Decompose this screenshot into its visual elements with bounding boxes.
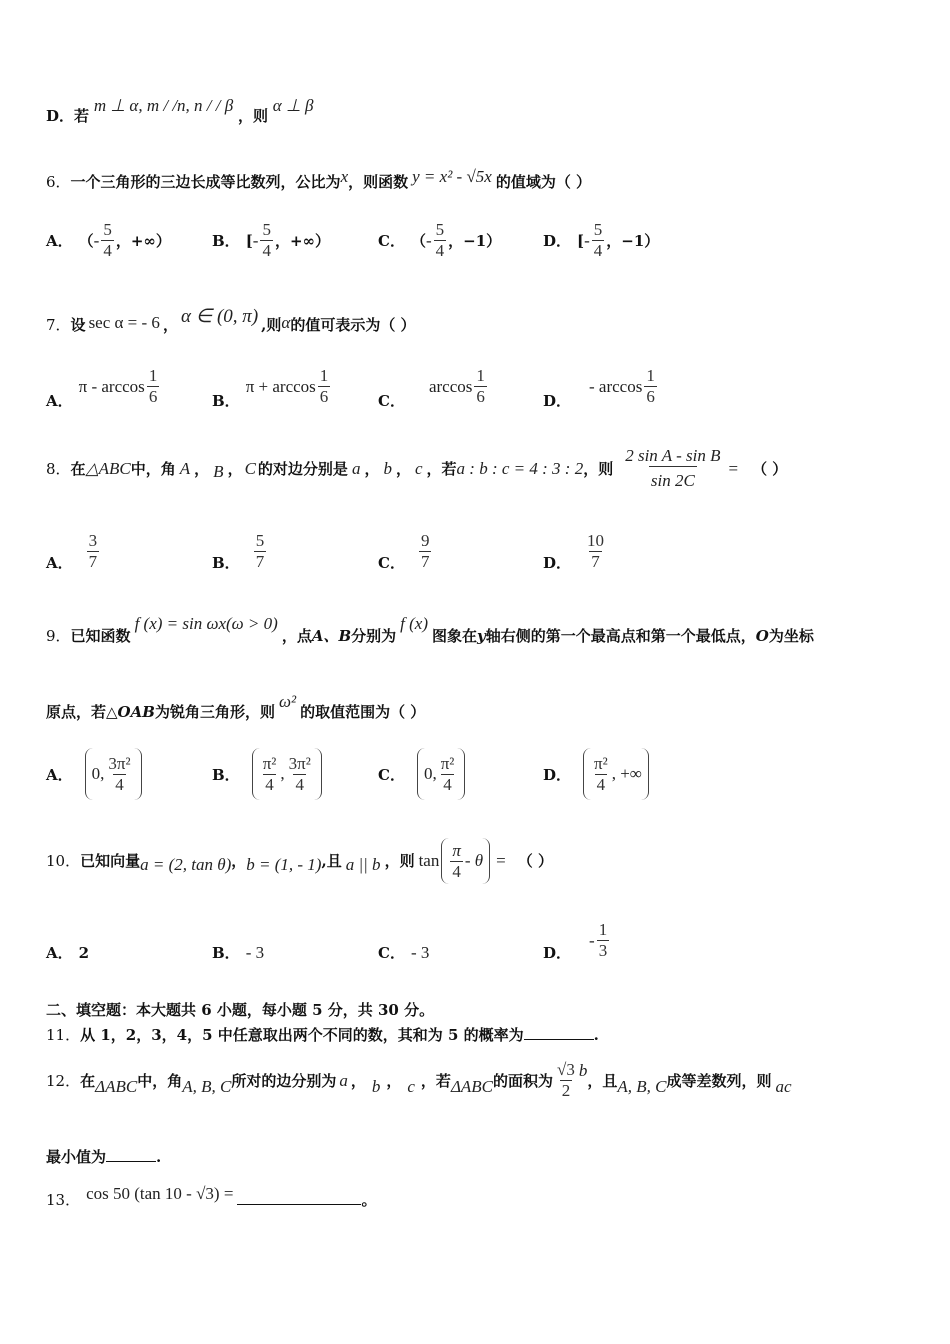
denominator: sin 2C (649, 466, 697, 491)
option-label: D． (543, 944, 572, 962)
option-label: A． (46, 944, 73, 962)
text: 成等差数列，则 (666, 1071, 772, 1090)
text: ， (227, 459, 243, 478)
math-expr: ac (775, 1076, 792, 1096)
math-expr: a = (2, tan θ) (140, 855, 232, 874)
math-var: α (281, 313, 291, 332)
math-var: C (244, 458, 256, 478)
denominator: 6 (646, 387, 655, 406)
text: 的面积为 (493, 1071, 554, 1090)
denominator: 4 (443, 774, 452, 794)
tan-argument (441, 838, 490, 884)
math-expr: ω² (278, 692, 297, 711)
text: . (156, 1148, 162, 1166)
text: 的取值范围为（ ） (300, 703, 426, 721)
text: [ (245, 231, 253, 250)
text: 已知函数 (70, 627, 131, 645)
math-var: A (179, 458, 191, 478)
text: O (755, 627, 769, 645)
q7-option-b[interactable] (212, 362, 332, 411)
option-label: C． (378, 554, 405, 572)
fraction (439, 754, 457, 795)
answer-blank[interactable] (106, 1161, 156, 1162)
numerator: 1 (148, 366, 158, 385)
fraction (147, 366, 160, 407)
option-label: D． (46, 107, 75, 125)
equals: = (728, 458, 739, 478)
answer-blank[interactable] (237, 1204, 361, 1205)
question-number: 13． (46, 1191, 81, 1209)
text: , +∞ (611, 764, 642, 783)
option-label: C． (378, 765, 405, 784)
q9-option-c[interactable] (378, 748, 465, 800)
option-label: A． (46, 554, 73, 572)
q7-option-d[interactable] (543, 362, 659, 411)
text: ，−1） (606, 232, 660, 250)
option-value: - 3 (410, 942, 430, 962)
text: 中，角 (137, 1071, 183, 1090)
text: 的值可表示为（ ） (290, 316, 416, 334)
denominator: 7 (420, 552, 430, 571)
fraction (101, 220, 114, 261)
math-expr: α ∈ (0, π) (180, 306, 259, 327)
math-expr: π + arccos (245, 376, 316, 396)
interval (252, 748, 322, 800)
denominator: 2 (561, 1081, 571, 1100)
text: 在 (70, 459, 86, 478)
text: A、B (311, 627, 352, 645)
text: ， (194, 459, 210, 478)
equals: = (496, 851, 506, 870)
text: ，+∞） (115, 232, 171, 250)
text: ,且 (321, 852, 342, 870)
denominator: 4 (596, 774, 606, 794)
q10-option-d[interactable] (543, 918, 611, 963)
text: 一个三角形的三边长成等比数列，公比为 (70, 173, 341, 191)
math-var: c (414, 458, 423, 478)
numerator: 1 (476, 366, 485, 385)
interval (417, 748, 465, 800)
fraction (474, 366, 487, 407)
q8-option-d[interactable] (543, 530, 608, 573)
sign: - (584, 230, 590, 250)
numerator: π² (262, 753, 277, 773)
question-8 (46, 446, 787, 491)
denominator: 6 (319, 387, 329, 406)
fraction (318, 366, 331, 407)
text: 图象在 (432, 627, 478, 645)
math-var: c (407, 1076, 415, 1096)
section-title: 二、填空题：本大题共 6 小题，每小题 5 分，共 30 分。 (46, 1001, 435, 1019)
question-9-line-1 (46, 614, 814, 646)
numerator: 5 (435, 220, 445, 239)
option-label: C． (378, 944, 405, 962)
fraction (287, 754, 313, 795)
option-label: A． (46, 765, 73, 784)
fraction (644, 366, 657, 407)
q9-option-a[interactable] (46, 748, 142, 800)
denominator: 6 (476, 387, 485, 406)
numerator: 3 (88, 531, 98, 550)
text: ，且 (587, 1071, 618, 1090)
fraction (555, 1060, 577, 1101)
text: 0, (423, 764, 437, 783)
math-expr: b = (1, - 1) (246, 855, 322, 874)
option-label: A． (46, 232, 73, 250)
math-var: x (340, 167, 349, 186)
text: 中，角 (130, 459, 176, 478)
math-var: a (351, 458, 361, 478)
question-7 (46, 306, 416, 335)
denominator: 4 (103, 241, 112, 260)
numerator: 2 sin A - sin B (625, 446, 721, 465)
text: 的值域为（ ） (495, 173, 592, 191)
text: 的对边分别是 (257, 459, 348, 478)
option-label: B． (212, 554, 240, 572)
fraction (434, 220, 447, 261)
q9-option-b[interactable] (212, 748, 322, 800)
text: y (477, 627, 486, 645)
numerator: 9 (420, 531, 430, 550)
denominator: 6 (148, 387, 158, 406)
q6-option-d[interactable] (543, 220, 659, 261)
q7-option-a[interactable] (46, 362, 161, 411)
numerator: π (452, 840, 461, 860)
text: 设 (70, 316, 86, 334)
text: , (280, 764, 285, 783)
text: （ (78, 232, 94, 250)
text: （ (410, 232, 426, 250)
numerator: 1 (646, 366, 655, 385)
numerator: 5 (255, 531, 265, 550)
text: ，则 (583, 459, 614, 478)
option-label: D． (543, 765, 572, 784)
option-value: - 3 (245, 942, 265, 962)
math-expr: y = x² - √5x (412, 167, 492, 186)
math-var: b (578, 1060, 588, 1080)
question-6 (46, 167, 592, 192)
fraction (585, 531, 606, 572)
text: 为坐标 (768, 627, 814, 645)
math-var: a (339, 1070, 348, 1090)
q10-option-b[interactable] (212, 942, 264, 963)
fraction (623, 446, 722, 491)
option-label: B． (212, 392, 240, 410)
option-label: D． (543, 392, 572, 410)
text: 在 (80, 1071, 96, 1090)
text: 若 (74, 107, 90, 125)
question-12-line-1 (46, 1060, 792, 1101)
option-label: B． (212, 944, 240, 962)
question-10 (46, 838, 553, 884)
option-label: D． (543, 554, 572, 572)
math-expr: - θ (464, 851, 484, 870)
numerator: 1 (598, 920, 608, 939)
sign: - (252, 230, 259, 250)
text: OAB (117, 703, 155, 721)
math-expr: π - arccos (78, 376, 145, 396)
sign: - (93, 230, 100, 250)
denominator: 7 (255, 552, 265, 571)
text: ，点 (281, 627, 312, 645)
math-expr: m ⊥ α, m / /n, n / / β (93, 96, 234, 115)
math-expr: cos 50 (tan 10 - √3) = (86, 1184, 234, 1203)
text: ， (395, 459, 411, 478)
denominator: 4 (452, 861, 461, 881)
question-11 (46, 1025, 599, 1045)
sign: - (589, 930, 595, 950)
fraction (261, 754, 279, 795)
question-number: 8． (46, 459, 71, 478)
question-number: 12． (46, 1071, 81, 1090)
text: ， (162, 316, 178, 334)
option-label: A． (46, 392, 73, 410)
text: ，若 (420, 1071, 451, 1090)
sign: - (425, 230, 432, 250)
text: ， (231, 852, 247, 870)
math-expr: A, B, C (182, 1076, 232, 1096)
question-number: 11． (46, 1026, 81, 1044)
fraction (450, 841, 463, 882)
text: 。 (361, 1191, 377, 1209)
text: （ ） (517, 852, 553, 870)
math-expr: a : b : c = 4 : 3 : 2 (456, 458, 584, 478)
q10-option-a[interactable] (46, 942, 89, 963)
math-func: tan (418, 851, 440, 870)
text: ，则函数 (348, 173, 409, 191)
text: ，−1） (448, 232, 502, 250)
text: 从 1，2，3，4，5 中任意取出两个不同的数，其和为 5 的概率为 (80, 1026, 524, 1044)
numerator: 5 (103, 220, 112, 239)
q9-option-d[interactable] (543, 748, 649, 800)
q7-option-c[interactable] (378, 362, 489, 411)
math-var: B (213, 461, 224, 481)
denominator: 4 (435, 241, 445, 260)
text: ， (350, 1071, 366, 1090)
math-expr: △ABC (85, 458, 131, 478)
text: ，则 (238, 107, 269, 125)
math-var: b (371, 1076, 381, 1096)
q6-option-a[interactable] (46, 220, 171, 261)
option-label: D． (543, 232, 572, 250)
option-label: B． (212, 232, 240, 250)
denominator: 4 (295, 774, 304, 794)
denominator: 4 (593, 241, 603, 260)
math-var: b (383, 458, 392, 478)
question-number: 6． (46, 173, 71, 191)
text: ，则 (384, 852, 415, 870)
math-expr: - arccos (589, 376, 643, 396)
math-expr: α ⊥ β (272, 96, 314, 115)
option-value: 2 (78, 943, 90, 962)
text: 轴右侧的第一个最高点和第一个最低点， (485, 627, 756, 645)
math-expr: A, B, C (617, 1076, 667, 1096)
math-expr: f (x) (400, 614, 429, 633)
denominator: 7 (88, 552, 98, 571)
question-number: 9． (46, 627, 71, 645)
text: 所对的边分别为 (231, 1071, 337, 1090)
text: ， (364, 459, 380, 478)
math-expr: ΔABC (450, 1076, 494, 1096)
math-expr: arccos (428, 376, 473, 396)
option-label: B． (212, 765, 240, 784)
interval (85, 748, 142, 800)
fraction (597, 920, 610, 961)
numerator: π² (440, 753, 455, 773)
denominator: 7 (591, 552, 600, 571)
fraction (419, 531, 432, 572)
text: ,则 (261, 316, 282, 334)
fraction (254, 531, 267, 572)
text: （ ） (752, 459, 788, 478)
numerator: 5 (262, 220, 271, 239)
numerator: 10 (587, 531, 605, 550)
text: ， (386, 1071, 402, 1090)
numerator: √3 (557, 1060, 575, 1079)
numerator: 3π² (108, 753, 131, 773)
option-label: C． (378, 392, 405, 410)
text: ，若 (426, 459, 457, 478)
fraction (592, 754, 610, 795)
denominator: 4 (115, 774, 124, 794)
question-number: 10． (46, 852, 81, 870)
fraction (87, 531, 100, 572)
text: 0, (91, 764, 105, 783)
q8-option-a[interactable] (46, 530, 101, 573)
text: 原点，若△ (46, 703, 118, 721)
question-13 (46, 1184, 377, 1210)
q6-option-c[interactable] (378, 220, 501, 261)
denominator: 4 (265, 774, 274, 794)
numerator: 1 (319, 366, 329, 385)
question-9-line-2 (46, 692, 426, 722)
question-number: 7． (46, 316, 71, 334)
text: [ (577, 231, 585, 250)
math-expr: ΔABC (95, 1076, 138, 1096)
question-12-line-2 (46, 1147, 161, 1167)
math-expr: f (x) = sin ωx(ω > 0) (134, 614, 278, 633)
numerator: π² (594, 753, 608, 773)
text: 已知向量 (80, 852, 141, 870)
q10-option-c[interactable] (378, 942, 429, 963)
fraction (106, 754, 132, 795)
numerator: 3π² (288, 753, 311, 773)
math-expr: sec α = - 6 (88, 313, 160, 332)
interval (583, 748, 649, 800)
denominator: 3 (598, 941, 608, 960)
q8-option-b[interactable] (212, 530, 268, 573)
fraction (592, 220, 605, 261)
option-label: C． (378, 232, 405, 250)
text: 分别为 (351, 627, 397, 645)
math-expr: a || b (345, 855, 381, 874)
q5-option-d (46, 96, 314, 126)
answer-blank[interactable] (524, 1039, 594, 1040)
text: 为锐角三角形，则 (154, 703, 275, 721)
text: ，+∞） (274, 232, 331, 250)
text: . (593, 1026, 599, 1044)
text: 最小值为 (46, 1148, 107, 1166)
denominator: 4 (262, 241, 271, 260)
q6-option-b[interactable] (212, 220, 330, 261)
q8-option-c[interactable] (378, 530, 433, 573)
numerator: 5 (593, 220, 603, 239)
fraction (260, 220, 273, 261)
